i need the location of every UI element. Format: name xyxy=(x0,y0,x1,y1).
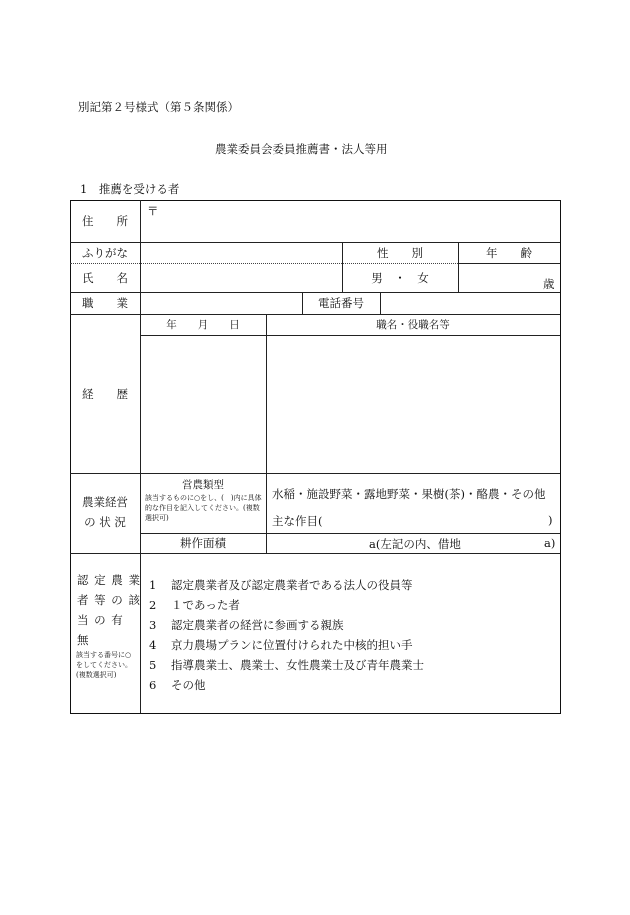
cert-note: 該当する番号に○をしてください。(複数選択可) xyxy=(76,651,132,679)
leased-area-field[interactable] xyxy=(470,534,542,552)
area-field[interactable] xyxy=(267,534,367,552)
cert-item-text: １であった者 xyxy=(171,598,240,612)
postal-mark: 〒 xyxy=(147,204,159,218)
name-label: 氏 名 xyxy=(82,270,128,285)
farming-type-note: 該当するものに○をし、( )内に具体的な作目を記入してください。(複数選択可) xyxy=(145,494,262,522)
cert-item-number: 5 xyxy=(149,658,157,672)
career-position-field[interactable] xyxy=(267,336,559,472)
row-divider xyxy=(70,553,560,554)
cert-label-4: 無 xyxy=(77,633,89,647)
cert-item-text: 認定農業者の経営に参画する親族 xyxy=(171,618,344,632)
cert-item-3[interactable] xyxy=(149,617,344,633)
cert-item-text: 京力農場プランに位置付けられた中核的担い手 xyxy=(171,638,413,652)
cert-label-3: 当 の 有 xyxy=(77,613,124,627)
area-unit: a) xyxy=(544,536,556,550)
furigana-field[interactable] xyxy=(141,243,341,262)
main-crop-field[interactable] xyxy=(330,512,545,528)
phone-field[interactable] xyxy=(381,293,559,313)
main-crop-label: 主な作目( xyxy=(272,514,323,528)
area-value: a(左記の内、借地 xyxy=(369,537,461,551)
main-crop-close: ) xyxy=(548,513,553,527)
phone-label: 電話番号 xyxy=(318,296,364,310)
position-header: 職名・役職名等 xyxy=(376,319,450,331)
cert-item-6[interactable] xyxy=(149,677,206,693)
address-field[interactable] xyxy=(160,204,560,240)
row-divider xyxy=(70,473,560,474)
gender-label: 性 別 xyxy=(377,245,423,260)
age-label: 年 齢 xyxy=(486,245,532,260)
occupation-label: 職 業 xyxy=(82,296,128,310)
cert-item-number: 3 xyxy=(149,618,157,632)
cert-item-5[interactable] xyxy=(149,657,424,673)
cert-item-4[interactable] xyxy=(149,637,413,653)
cert-label-2: 者 等 の 該 xyxy=(77,593,141,607)
farming-status-label-2: の 状 況 xyxy=(84,515,126,529)
cert-item-number: 2 xyxy=(149,598,157,612)
cert-item-1[interactable] xyxy=(149,577,413,593)
cert-item-text: その他 xyxy=(171,678,206,692)
cert-label-1: 認 定 農 業 xyxy=(77,573,141,587)
form-number: 別記第２号様式（第５条関係） xyxy=(78,100,239,114)
document-title: 農業委員会委員推薦書・法人等用 xyxy=(215,142,388,156)
crop-options[interactable]: 水稲・施設野菜・露地野菜・果樹(茶)・酪農・その他 xyxy=(272,487,546,501)
date-header: 年 月 日 xyxy=(166,319,240,331)
age-field[interactable] xyxy=(459,264,545,291)
cultivated-area-label: 耕作面積 xyxy=(180,536,226,550)
address-label: 住 所 xyxy=(82,214,128,228)
career-label: 経 歴 xyxy=(82,386,128,401)
age-unit: 歳 xyxy=(543,277,555,291)
occupation-field[interactable] xyxy=(141,293,301,313)
name-field[interactable] xyxy=(141,264,341,291)
farming-status-label-1: 農業経営 xyxy=(82,495,128,509)
cert-item-number: 4 xyxy=(149,638,157,652)
farming-type-label: 営農類型 xyxy=(182,479,224,491)
furigana-label: ふりがな xyxy=(82,245,128,260)
cert-item-number: 1 xyxy=(149,578,157,592)
cert-item-text: 認定農業者及び認定農業者である法人の役員等 xyxy=(171,578,413,592)
cert-item-2[interactable] xyxy=(149,597,240,613)
section-heading: 1 推薦を受ける者 xyxy=(80,182,180,196)
cert-item-number: 6 xyxy=(149,678,157,692)
gender-options[interactable]: 男 ・ 女 xyxy=(371,270,429,285)
cert-item-text: 指導農業士、農業士、女性農業士及び青年農業士 xyxy=(171,658,424,672)
career-date-field[interactable] xyxy=(141,336,265,472)
